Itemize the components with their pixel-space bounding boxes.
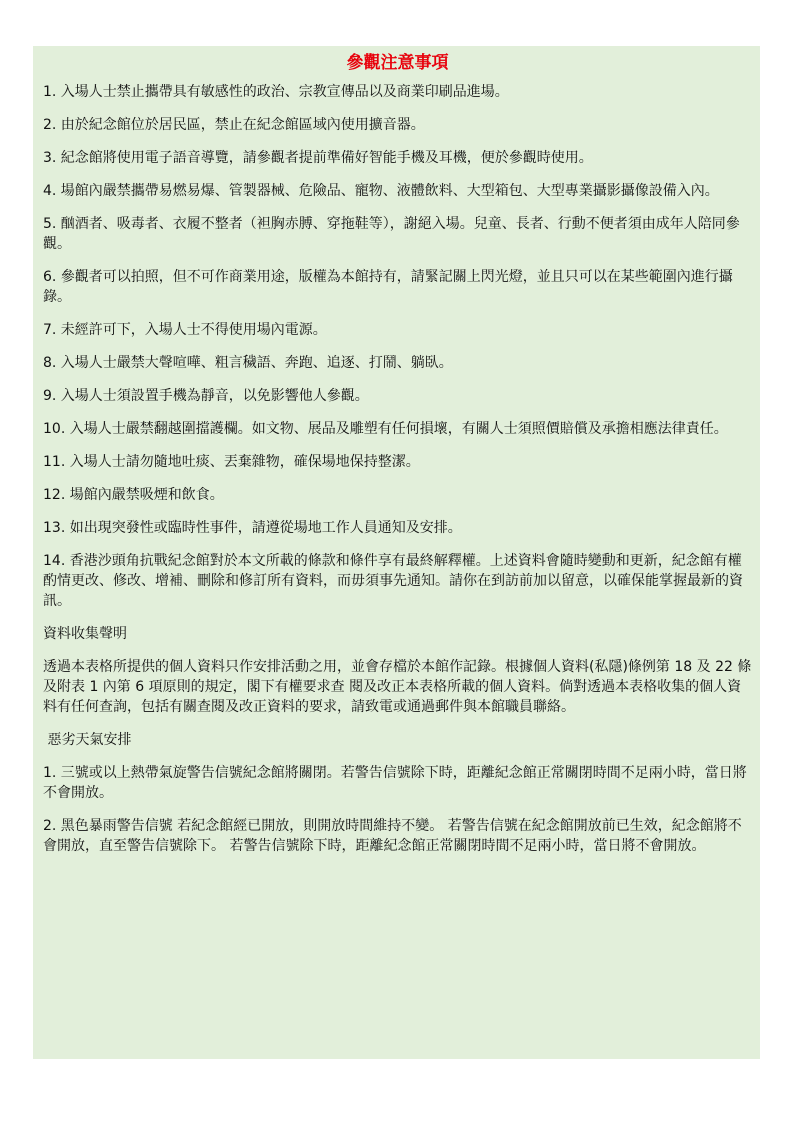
- rule-9: 9. 入場人士須設置手機為靜音，以免影響他人參觀。: [43, 388, 369, 404]
- rule-11: 11. 入場人士請勿隨地吐痰、丟棄雜物，確保場地保持整潔。: [43, 454, 420, 470]
- rule-1: 1. 入場人士禁止攜帶具有敏感性的政治、宗教宣傳品以及商業印刷品進場。: [43, 84, 509, 100]
- rule-4: 4. 場館內嚴禁攜帶易燃易爆、管製器械、危險品、寵物、液體飲料、大型箱包、大型專業攝影攝像設備入內。: [43, 183, 719, 199]
- privacy-heading: 資料收集聲明: [43, 626, 127, 642]
- weather-item-2: 2. 黑色暴雨警告信號 若紀念館經已開放，則開放時間維持不變。 若警告信號在紀念館開放前已生效，紀念館將不會開放，直至警告信號除下。 若警告信號除下時，距離紀念館正常關閉時間不足兩小時，當日將不會開放。: [43, 818, 742, 854]
- rule-13: 13. 如出現突發性或臨時性事件，請遵從場地工作人員通知及安排。: [43, 520, 462, 536]
- rule-10: 10. 入場人士嚴禁翻越圍擋護欄。如文物、展品及雕塑有任何損壞，有關人士須照價賠償及承擔相應法律責任。: [43, 421, 728, 437]
- rule-8: 8. 入場人士嚴禁大聲喧嘩、粗言穢語、奔跑、追逐、打鬧、躺臥。: [43, 355, 453, 371]
- page-title: 參觀注意事項: [346, 53, 449, 73]
- rule-6: 6. 參觀者可以拍照，但不可作商業用途，版權為本館持有，請緊記關上閃光燈，並且只可以在某些範圍內進行攝錄。: [43, 269, 733, 305]
- notice-panel: [33, 46, 760, 1059]
- rule-12: 12. 場館內嚴禁吸煙和飲食。: [43, 487, 224, 503]
- privacy-statement: 透過本表格所提供的個人資料只作安排活動之用，並會存檔於本館作記錄。根據個人資料(私隱)條例第 18 及 22 條及附表 1 內第 6 項原則的規定，閣下有權要求查 閱及改正本表格所載的個人資料。倘對透過本表格收集的個人資料有任何查詢，包括有關查閱及改正資料的要求，請致電或通過郵件與本館職員聯絡。: [43, 659, 752, 715]
- rule-14: 14. 香港沙頭角抗戰紀念館對於本文所載的條款和條件享有最終解釋權。上述資料會隨時變動和更新，紀念館有權酌情更改、修改、增補、刪除和修訂所有資料，而毋須事先通知。請你在到訪前加以留意，以確保能掌握最新的資訊。: [43, 553, 743, 609]
- rule-7: 7. 未經許可下，入場人士不得使用場內電源。: [43, 322, 327, 338]
- weather-item-1: 1. 三號或以上熱帶氣旋警告信號紀念館將關閉。若警告信號除下時，距離紀念館正常關閉時間不足兩小時，當日將不會開放。: [43, 765, 747, 801]
- rule-3: 3. 紀念館將使用電子語音導覽，請參觀者提前準備好智能手機及耳機，便於參觀時使用。: [43, 150, 593, 166]
- weather-heading: 惡劣天氣安排: [43, 732, 132, 748]
- rule-2: 2. 由於紀念館位於居民區，禁止在紀念館區域內使用擴音器。: [43, 117, 425, 133]
- rule-5: 5. 酗酒者、吸毒者、衣履不整者（袒胸赤膊、穿拖鞋等），謝絕入場。兒童、長者、行動不便者須由成年人陪同參觀。: [43, 216, 740, 252]
